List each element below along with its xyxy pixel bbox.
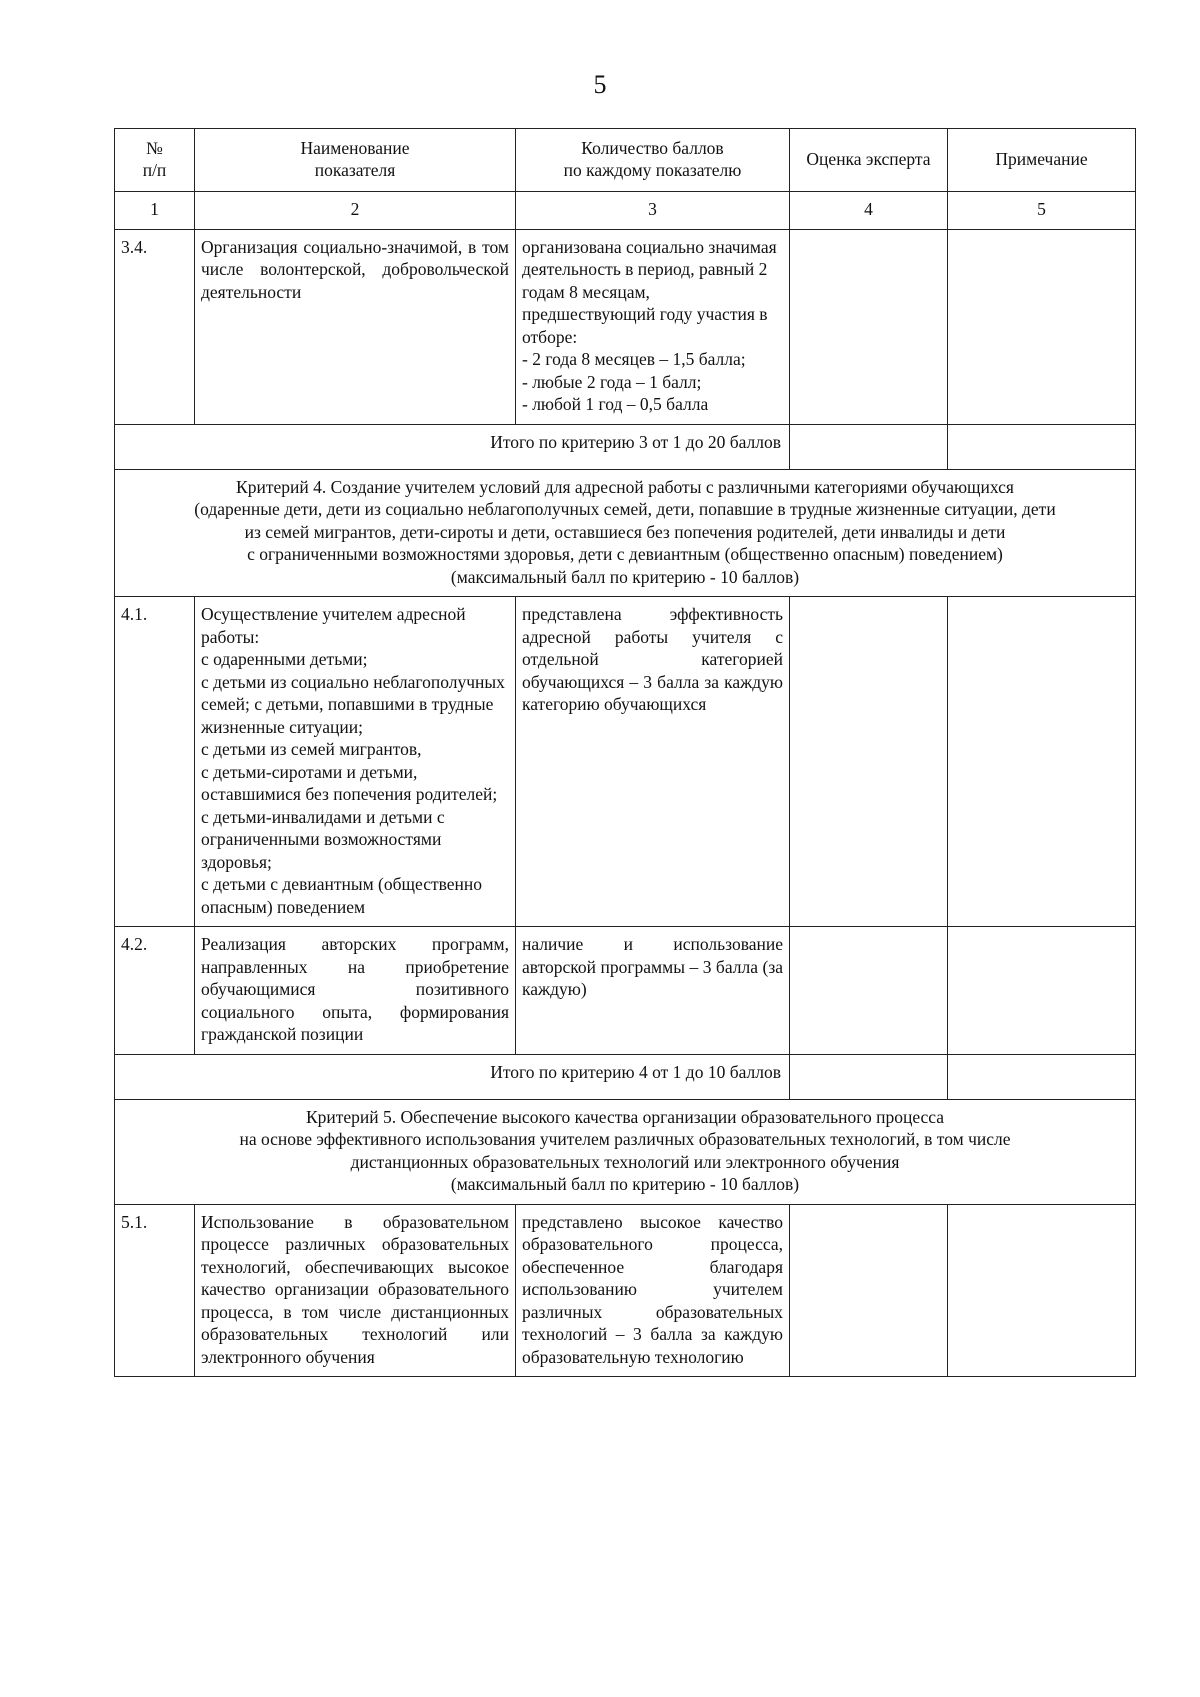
column-number: 1 bbox=[115, 192, 195, 230]
column-numbers-row bbox=[115, 192, 1136, 230]
criterion-4-total-row bbox=[115, 1054, 1136, 1099]
indicator-name: Организация социально-значимой, в том числе волонтерской, добровольческой деятельности bbox=[195, 229, 516, 424]
indicator-points bbox=[516, 229, 790, 424]
column-number: 2 bbox=[195, 192, 516, 230]
indicator-points: наличие и использование авторской программы – 3 балла (за каждую) bbox=[516, 927, 790, 1055]
table-header-row bbox=[115, 129, 1136, 192]
note-cell[interactable] bbox=[948, 1054, 1136, 1099]
expert-score-cell[interactable] bbox=[790, 597, 948, 927]
points-item: - любые 2 года – 1 балл; bbox=[522, 371, 702, 392]
note-cell[interactable] bbox=[948, 597, 1136, 927]
indicator-name: Реализация авторских программ, направленных на приобретение обучающимися позитивного социального опыта, формирования гражданской позиции bbox=[195, 927, 516, 1055]
row-number: 4.1. bbox=[115, 597, 195, 927]
indicator-name: Использование в образовательном процессе различных образовательных технологий, обеспечивающих высокое качество организации образовательного процесса, в том числе дистанционных образовательных технологий или электронного обучения bbox=[195, 1204, 516, 1377]
indicator-name-line: с детьми из социально неблагополучных семей; с детьми, попавшими в трудные жизненные ситуации; bbox=[201, 671, 505, 737]
points-item: - 2 года 8 месяцев – 1,5 балла; bbox=[522, 349, 746, 369]
points-intro: организована социально значимая деятельность в период, равный 2 годам 8 месяцам, предшествующий году участия в отборе: bbox=[522, 236, 777, 347]
note-cell[interactable] bbox=[948, 1204, 1136, 1377]
column-number: 3 bbox=[516, 192, 790, 230]
table-row-5-1 bbox=[115, 1204, 1136, 1377]
criterion-3-total: Итого по критерию 3 от 1 до 20 баллов bbox=[115, 424, 790, 469]
criterion-4-total: Итого по критерию 4 от 1 до 10 баллов bbox=[115, 1054, 790, 1099]
indicator-points: представлена эффективность адресной работы учителя с отдельной категорией обучающихся – 3 балла за каждую категорию обучающихся bbox=[516, 597, 790, 927]
column-number: 4 bbox=[790, 192, 948, 230]
criterion-4-heading-row bbox=[115, 469, 1136, 597]
table-row-3-4 bbox=[115, 229, 1136, 424]
expert-score-cell[interactable] bbox=[790, 927, 948, 1055]
row-number: 3.4. bbox=[115, 229, 195, 424]
indicator-name-line: с детьми из семей мигрантов, bbox=[201, 739, 422, 759]
expert-score-cell[interactable] bbox=[790, 229, 948, 424]
note-cell[interactable] bbox=[948, 229, 1136, 424]
note-cell[interactable] bbox=[948, 927, 1136, 1055]
expert-score-cell[interactable] bbox=[790, 1054, 948, 1099]
indicator-name-line: Осуществление учителем адресной работы: bbox=[201, 604, 466, 647]
page-number: 5 bbox=[593, 70, 607, 99]
header-indicator-name: Наименование показателя bbox=[195, 129, 516, 192]
indicator-name-line: с детьми-сиротами и детьми, оставшимися без попечения родителей; bbox=[201, 761, 498, 804]
header-points: Количество баллов по каждому показателю bbox=[516, 129, 790, 192]
indicator-name-line: с детьми с девиантным (общественно опасным) поведением bbox=[201, 874, 483, 917]
indicator-name bbox=[195, 597, 516, 927]
expert-score-cell[interactable] bbox=[790, 1204, 948, 1377]
column-number: 5 bbox=[948, 192, 1136, 230]
table-row-4-1 bbox=[115, 597, 1136, 927]
header-expert-score: Оценка эксперта bbox=[790, 129, 948, 192]
expert-score-cell[interactable] bbox=[790, 424, 948, 469]
points-item: - любой 1 год – 0,5 балла bbox=[522, 394, 709, 414]
header-number: № п/п bbox=[115, 129, 195, 192]
table-row-4-2 bbox=[115, 927, 1136, 1055]
header-note: Примечание bbox=[948, 129, 1136, 192]
row-number: 4.2. bbox=[115, 927, 195, 1055]
criterion-4-heading: Критерий 4. Создание учителем условий для адресной работы с различными категориями обучающихся (одаренные дети, дети из социально неблагополучных семей, дети, попавшие в трудные жизненные ситуации, дети из семей мигрантов, дети-сироты и дети, оставшиеся без попечения родителей, дети инвалиды и дети с ограниченными возможностями здоровья, дети с девиантным (общественно опасным) поведением) (максимальный балл по критерию - 10 баллов) bbox=[115, 469, 1136, 597]
criterion-5-heading: Критерий 5. Обеспечение высокого качества организации образовательного процесса на основе эффективного использования учителем различных образовательных технологий, в том числе дистанционных образовательных технологий или электронного обучения (максимальный балл по критерию - 10 баллов) bbox=[115, 1099, 1136, 1204]
indicator-name-line: с одаренными детьми; bbox=[201, 649, 368, 669]
criterion-3-total-row bbox=[115, 424, 1136, 469]
criteria-table bbox=[114, 128, 1136, 1377]
note-cell[interactable] bbox=[948, 424, 1136, 469]
indicator-points: представлено высокое качество образовательного процесса, обеспеченное благодаря использованию учителем различных образовательных технологий – 3 балла за каждую образовательную технологию bbox=[516, 1204, 790, 1377]
row-number: 5.1. bbox=[115, 1204, 195, 1377]
criterion-5-heading-row bbox=[115, 1099, 1136, 1204]
indicator-name-line: с детьми-инвалидами и детьми с ограниченными возможностями здоровья; bbox=[201, 806, 445, 872]
